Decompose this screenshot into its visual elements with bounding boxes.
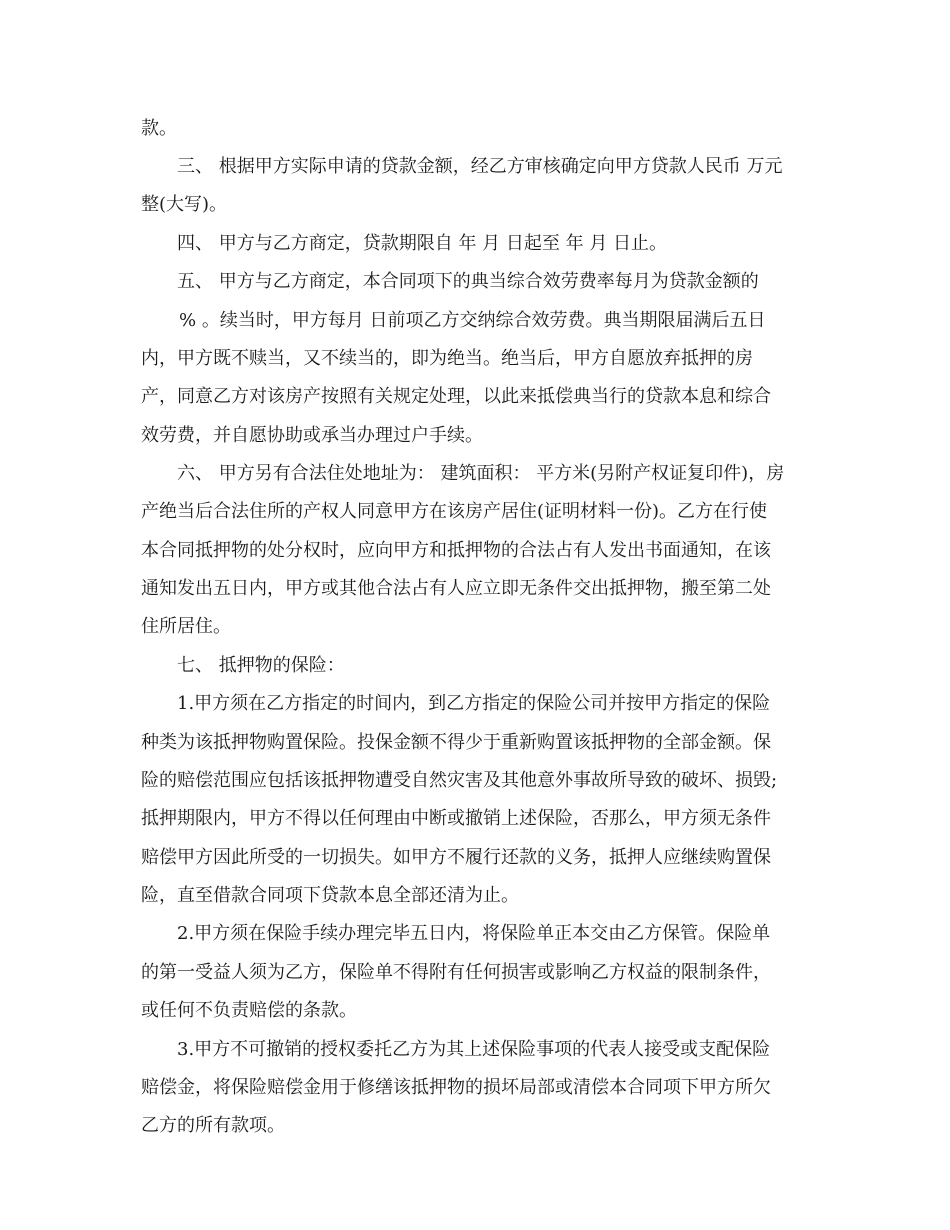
clause-3-heading: 三、 根据甲方实际申请的贷款金额，经乙方审核确定向甲方贷款人民币 万元 xyxy=(177,156,783,177)
text-line: 本合同抵押物的处分权时，应向甲方和抵押物的合法占有人发出书面通知，在该 xyxy=(141,540,771,561)
text-line: 种类为该抵押物购置保险。投保金额不得少于重新购置该抵押物的全部金额。保 xyxy=(141,732,771,753)
text-line: 乙方的所有款项。 xyxy=(141,1115,285,1136)
text-line: 通知发出五日内，甲方或其他合法占有人应立即无条件交出抵押物，搬至第二处 xyxy=(141,578,771,599)
clause-7-heading: 七、 抵押物的保险： xyxy=(177,655,345,676)
text-line: % 。续当时，甲方每月 日前项乙方交纳综合效劳费。典当期限届满后五日 xyxy=(179,310,766,331)
text-line: 住所居住。 xyxy=(141,616,231,637)
text-line: 赔偿甲方因此所受的一切损失。如甲方不履行还款的义务，抵押人应继续购置保 xyxy=(141,847,771,868)
sub-item-3: 3.甲方不可撤销的授权委托乙方为其上述保险事项的代表人接受或支配保险 xyxy=(177,1039,771,1060)
clause-4-heading: 四、 甲方与乙方商定，贷款期限自 年 月 日起至 年 月 日止。 xyxy=(177,233,668,254)
text-line: 的第一受益人须为乙方，保险单不得附有任何损害或影响乙方权益的限制条件， xyxy=(141,962,771,983)
text-line: 款。 xyxy=(141,118,177,139)
clause-6-heading: 六、 甲方另有合法住处地址为： 建筑面积： 平方米(另附产权证复印件)，房 xyxy=(177,463,785,484)
text-line: 产绝当后合法住所的产权人同意甲方在该房产居住(证明材料一份)。乙方在行使 xyxy=(141,501,768,522)
sub-item-2: 2.甲方须在保险手续办理完毕五日内，将保险单正本交由乙方保管。保险单 xyxy=(177,923,771,944)
text-line: 内，甲方既不赎当，又不续当的，即为绝当。绝当后，甲方自愿放弃抵押的房 xyxy=(141,348,753,369)
text-line: 整(大写)。 xyxy=(141,194,228,215)
text-line: 赔偿金，将保险赔偿金用于修缮该抵押物的损坏局部或清偿本合同项下甲方所欠 xyxy=(141,1077,771,1098)
sub-item-1: 1.甲方须在乙方指定的时间内，到乙方指定的保险公司并按甲方指定的保险 xyxy=(177,693,771,714)
text-line: 产，同意乙方对该房产按照有关规定处理，以此来抵偿典当行的贷款本息和综合 xyxy=(141,386,771,407)
text-line: 险，直至借款合同项下贷款本息全部还清为止。 xyxy=(141,885,519,906)
text-line: 效劳费，并自愿协助或承当办理过户手续。 xyxy=(141,425,483,446)
text-line: 或任何不负责赔偿的条款。 xyxy=(141,1000,357,1021)
text-line: 险的赔偿范围应包括该抵押物遭受自然灾害及其他意外事故所导致的破坏、损毁; xyxy=(141,770,778,791)
text-line: 抵押期限内，甲方不得以任何理由中断或撤销上述保险，否那么，甲方须无条件 xyxy=(141,808,771,829)
clause-5-heading: 五、 甲方与乙方商定，本合同项下的典当综合效劳费率每月为贷款金额的 xyxy=(177,271,759,292)
